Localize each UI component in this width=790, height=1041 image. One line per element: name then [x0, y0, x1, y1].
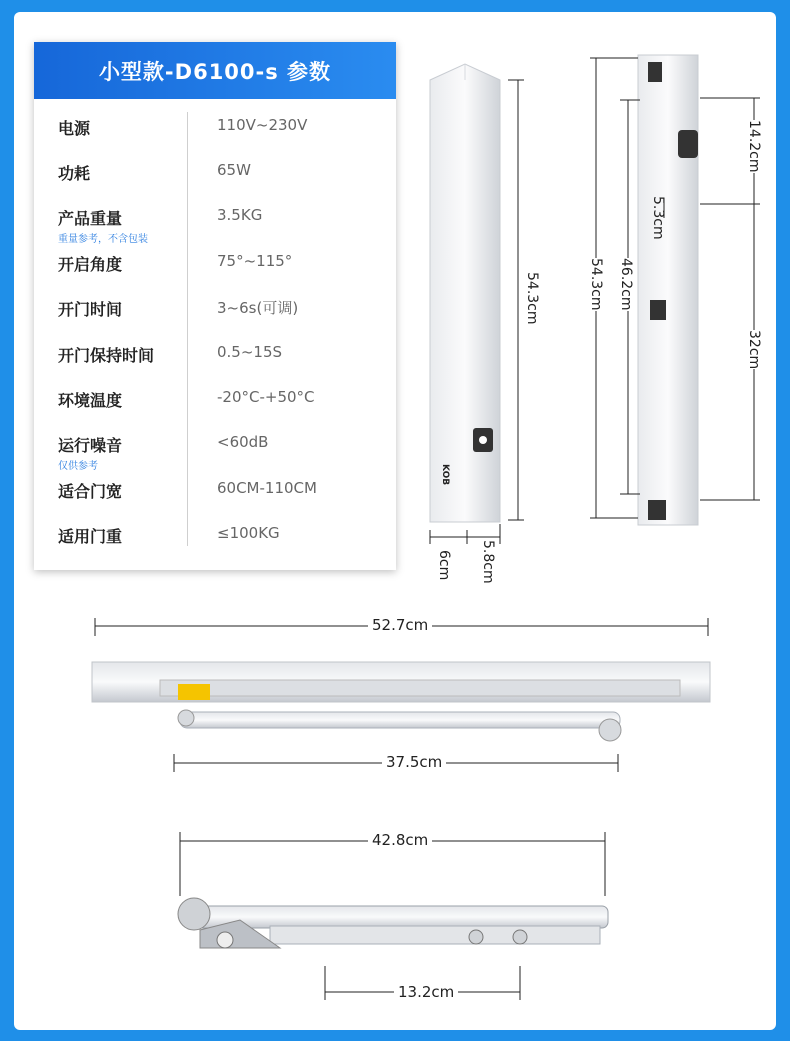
spec-value: 3.5KG [217, 206, 263, 224]
spec-label: 开门保持时间 [58, 346, 155, 365]
slot-length-label: 13.2cm [394, 983, 458, 1001]
hole-offset-label: 5.3cm [650, 196, 666, 240]
spec-label: 开门时间 [58, 300, 123, 319]
brand-logo-text: KOB [440, 464, 450, 486]
spec-value: <60dB [217, 433, 269, 451]
spec-value: 3~6s(可调) [217, 299, 299, 317]
spec-value: 60CM-110CM [217, 479, 317, 497]
spec-note: 重量参考，不含包装 [58, 234, 148, 245]
spec-label: 电源 [58, 119, 91, 138]
spec-value: 75°~115° [217, 252, 293, 270]
spec-label: 适合门宽 [58, 482, 123, 501]
spec-label: 功耗 [58, 164, 91, 183]
arm-length-label: 37.5cm [382, 753, 446, 771]
spec-label: 运行噪音 [58, 436, 123, 455]
mount-span-label: 32cm [746, 330, 762, 370]
spec-note: 仅供参考 [58, 461, 98, 472]
spec-value: 110V~230V [217, 116, 308, 134]
spec-value: -20°C-+50°C [217, 388, 315, 406]
spec-value: 65W [217, 161, 251, 179]
spec-label: 环境温度 [58, 391, 123, 410]
back-height-label: 54.3cm [588, 258, 604, 311]
front-height-label: 54.3cm [524, 272, 540, 325]
spec-label: 产品重量 [58, 209, 123, 228]
spec-label: 开启角度 [58, 255, 123, 274]
track-length-label: 52.7cm [368, 616, 432, 634]
depth-a-label: 6cm [436, 550, 452, 581]
hole-span-label: 46.2cm [618, 258, 634, 311]
top-offset-label: 14.2cm [746, 120, 762, 173]
spec-title: 小型款-D6100-s 参数 [34, 42, 396, 99]
spec-label: 适用门重 [58, 527, 123, 546]
depth-b-label: 5.8cm [480, 540, 496, 584]
spec-value: 0.5~15S [217, 343, 283, 361]
short-total-label: 42.8cm [368, 831, 432, 849]
spec-value: ≤100KG [217, 524, 280, 542]
